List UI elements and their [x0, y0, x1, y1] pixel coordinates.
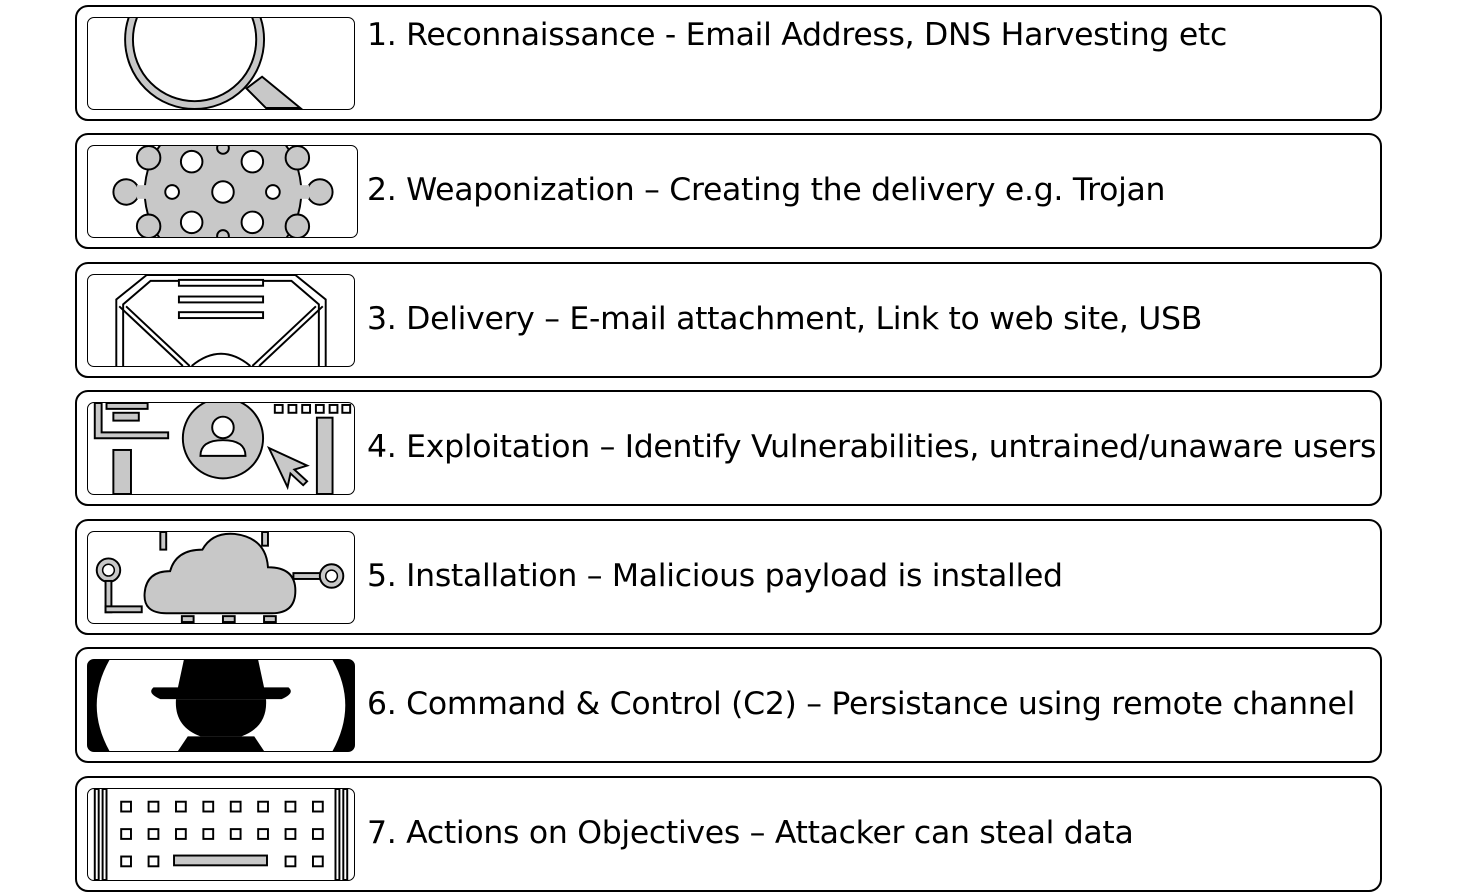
step-delivery: [75, 262, 1382, 378]
step-label: 1. Reconnaissance - Email Address, DNS Harvesting etc: [367, 17, 1227, 53]
step-reconnaissance: [75, 5, 1382, 121]
keyboard-icon: [87, 788, 355, 881]
step-label: 4. Exploitation – Identify Vulnerabilities, untrained/unaware users: [367, 429, 1377, 465]
magnifier-icon: [87, 17, 355, 110]
cloud-circuit-icon: [87, 531, 355, 624]
step-label: 2. Weaponization – Creating the delivery e.g. Trojan: [367, 172, 1166, 208]
step-label: 5. Installation – Malicious payload is installed: [367, 558, 1063, 594]
step-weaponization: [75, 133, 1382, 249]
step-exploitation: [75, 390, 1382, 506]
step-label: 3. Delivery – E-mail attachment, Link to web site, USB: [367, 301, 1203, 337]
envelope-icon: [87, 274, 355, 367]
step-actions-on-objectives: [75, 776, 1382, 892]
step-installation: [75, 519, 1382, 635]
step-label: 6. Command & Control (C2) – Persistance using remote channel: [367, 686, 1356, 722]
user-cursor-icon: [87, 402, 355, 495]
virus-icon: [87, 145, 358, 238]
step-label: 7. Actions on Objectives – Attacker can steal data: [367, 815, 1134, 851]
step-command-control: [75, 647, 1382, 763]
hacker-silhouette-icon: [87, 659, 355, 752]
